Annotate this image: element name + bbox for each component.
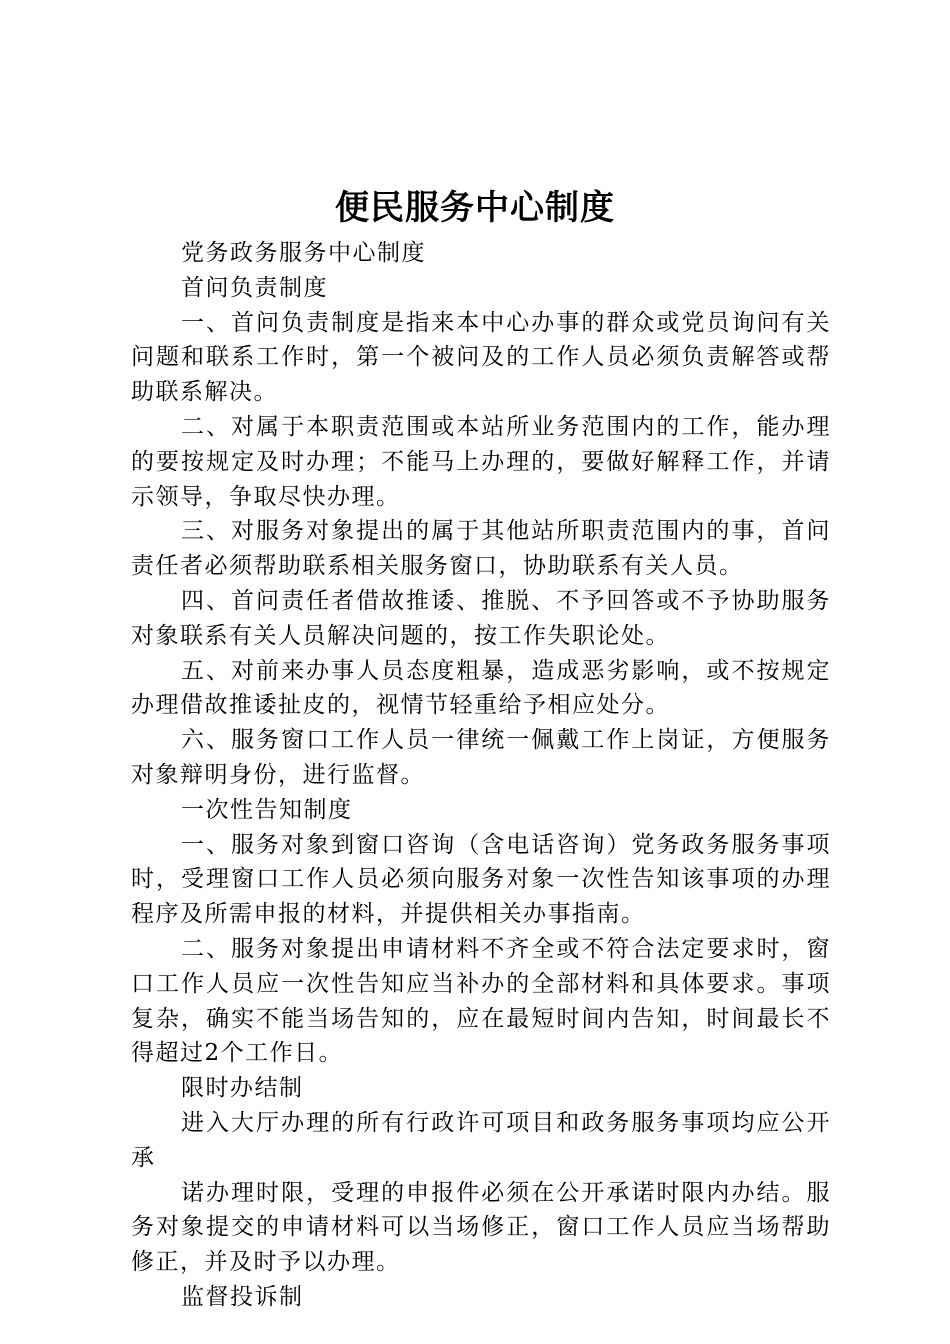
paragraph: 二、服务对象提出申请材料不齐全或不符合法定要求时，窗口工作人员应一次性告知应当补办的全部材料和具体要求。事项复杂，确实不能当场告知的，应在最短时间内告知，时间最长不得超过2个工作日。 bbox=[131, 935, 831, 1067]
paragraph: 五、对前来办事人员态度粗暴，造成恶劣影响，或不按规定办理借故推诿扯皮的，视情节轻重给予相应处分。 bbox=[131, 657, 831, 719]
section-heading: 党务政务服务中心制度 bbox=[181, 240, 426, 266]
subsection-heading: 监督投诉制 bbox=[181, 1283, 304, 1310]
paragraph: 三、对服务对象提出的属于其他站所职责范围内的事，首问责任者必须帮助联系相关服务窗口，协助联系有关人员。 bbox=[131, 518, 831, 580]
document-title: 便民服务中心制度 bbox=[335, 188, 615, 228]
paragraph: 一、首问负责制度是指来本中心办事的群众或党员询问有关问题和联系工作时，第一个被问及的工作人员必须负责解答或帮助联系解决。 bbox=[131, 309, 831, 406]
subsection-heading: 限时办结制 bbox=[181, 1075, 304, 1102]
document-body bbox=[131, 236, 831, 1315]
paragraph: 六、服务窗口工作人员一律统一佩戴工作上岗证，方便服务对象辩明身份，进行监督。 bbox=[131, 727, 831, 788]
subsection-heading: 首问负责制度 bbox=[181, 274, 328, 301]
subsection-heading: 一次性告知制度 bbox=[181, 796, 353, 823]
paragraph: 二、对属于本职责范围或本站所业务范围内的工作，能办理的要按规定及时办理；不能马上办理的，要做好解释工作，并请示领导，争取尽快办理。 bbox=[131, 413, 831, 510]
paragraph: 四、首问责任者借故推诿、推脱、不予回答或不予协助服务对象联系有关人员解决问题的，按工作失职论处。 bbox=[131, 587, 831, 649]
paragraph: 进入大厅办理的所有行政许可项目和政务服务事项均应公开承 bbox=[131, 1109, 831, 1171]
paragraph: 诺办理时限，受理的申报件必须在公开承诺时限内办结。服务对象提交的申请材料可以当场修正，窗口工作人员应当场帮助修正，并及时予以办理。 bbox=[131, 1179, 831, 1276]
paragraph: 一、服务对象到窗口咨询（含电话咨询）党务政务服务事项时，受理窗口工作人员必须向服务对象一次性告知该事项的办理程序及所需申报的材料，并提供相关办事指南。 bbox=[131, 831, 831, 928]
